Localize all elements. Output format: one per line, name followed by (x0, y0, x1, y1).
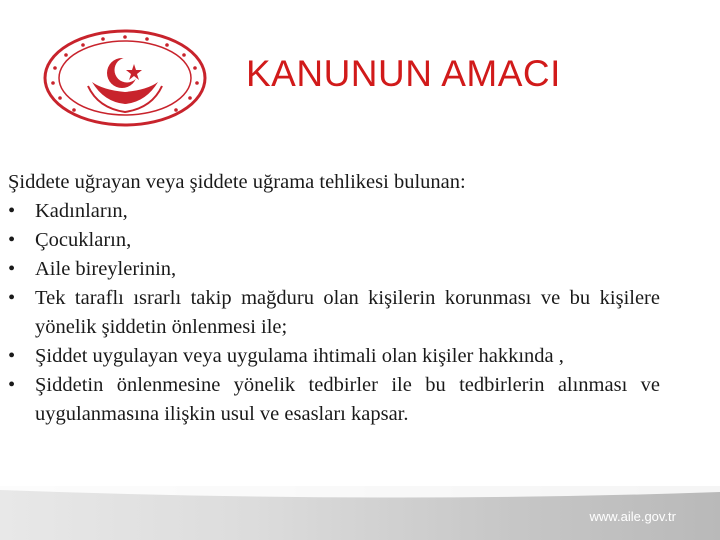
website-link[interactable]: www.aile.gov.tr (589, 509, 676, 524)
list-item-text: Tek taraflı ısrarlı takip mağduru olan kişilerin korunması ve bu kişilere yönelik şiddetin önlenmesi ile; (35, 287, 660, 338)
bullet-icon: • (8, 200, 16, 222)
list-item-text: Aile bireylerinin, (35, 258, 177, 280)
list-item (8, 371, 660, 429)
list-item (8, 197, 660, 226)
body-text (8, 168, 660, 429)
page-title: KANUNUN AMACI (246, 53, 561, 94)
bullet-icon: • (8, 345, 16, 367)
list-item (8, 284, 660, 342)
list-item (8, 255, 660, 284)
bullet-list (8, 197, 660, 429)
list-item-text: Çocukların, (35, 229, 132, 251)
ministry-logo (42, 28, 208, 128)
bullet-icon: • (8, 258, 16, 280)
bullet-icon: • (8, 229, 16, 251)
list-item-text: Kadınların, (35, 200, 128, 222)
intro-text: Şiddete uğrayan veya şiddete uğrama tehlikesi bulunan: (8, 171, 466, 193)
bullet-icon: • (8, 374, 16, 396)
list-item (8, 226, 660, 255)
list-item (8, 342, 660, 371)
bullet-icon: • (8, 287, 16, 309)
list-item-text: Şiddet uygulayan veya uygulama ihtimali olan kişiler hakkında , (35, 345, 564, 367)
list-item-text: Şiddetin önlenmesine yönelik tedbirler ile bu tedbirlerin alınması ve uygulanmasına ilişkin usul ve esasları kapsar. (35, 374, 660, 425)
